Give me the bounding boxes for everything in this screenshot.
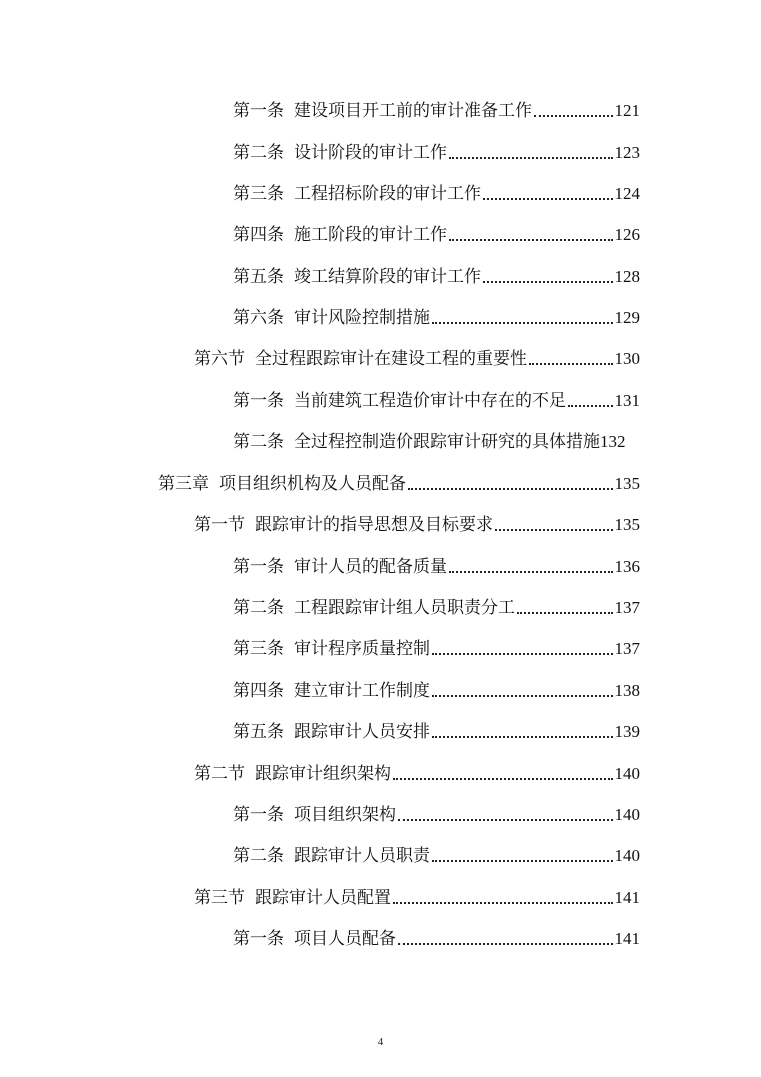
toc-entry-page: 124: [614, 184, 640, 203]
toc-entry-title: 项目人员配备: [294, 929, 396, 949]
toc-entry-page: 139: [614, 722, 640, 741]
toc-entry-page: 137: [614, 598, 640, 617]
toc-entry-page: 126: [614, 225, 640, 244]
toc-leader-dots: [398, 819, 613, 821]
toc-entry[interactable]: [233, 220, 640, 246]
toc-entry-page: 140: [614, 805, 640, 824]
toc-entry[interactable]: [194, 759, 640, 785]
toc-entry-page: 135: [614, 474, 640, 493]
toc-entry-page: 136: [614, 557, 640, 576]
toc-entry-title: 项目组织架构: [294, 805, 396, 825]
toc-entry-number: 第四条: [233, 225, 284, 245]
toc-entry-number: 第六条: [233, 308, 284, 328]
toc-entry-number: 第一节: [194, 515, 245, 535]
toc-entry-title: 跟踪审计组织架构: [255, 764, 391, 784]
toc-entry-number: 第五条: [233, 722, 284, 742]
toc-entry[interactable]: [233, 717, 640, 743]
toc-entry-page: 137: [614, 639, 640, 658]
toc-entry-number: 第一条: [233, 557, 284, 577]
toc-entry-title: 竣工结算阶段的审计工作: [294, 267, 481, 287]
toc-leader-dots: [449, 157, 613, 159]
toc-entry-number: 第五条: [233, 267, 284, 287]
toc-leader-dots: [517, 612, 613, 614]
toc-entry-number: 第三条: [233, 639, 284, 659]
toc-entry-title: 跟踪审计的指导思想及目标要求: [255, 515, 493, 535]
toc-entry[interactable]: [233, 800, 640, 826]
toc-entry-page: 132: [600, 432, 626, 451]
toc-entry-title: 跟踪审计人员安排: [294, 722, 430, 742]
toc-entry-title: 设计阶段的审计工作: [294, 143, 447, 163]
toc-entry[interactable]: [194, 510, 640, 536]
toc-entry-title: 审计风险控制措施: [294, 308, 430, 328]
toc-entry[interactable]: [233, 262, 640, 288]
toc-entry-title: 工程招标阶段的审计工作: [294, 184, 481, 204]
toc-entry-number: 第三条: [233, 184, 284, 204]
toc-entry-number: 第一条: [233, 391, 284, 411]
toc-entry-page: 129: [614, 308, 640, 327]
toc-entry-page: 141: [614, 929, 640, 948]
toc-entry-page: 140: [614, 764, 640, 783]
toc-leader-dots: [529, 363, 613, 365]
toc-entry[interactable]: [158, 469, 640, 495]
toc-entry-title: 施工阶段的审计工作: [294, 225, 447, 245]
toc-entry-page: 135: [614, 515, 640, 534]
toc-entry-title: 跟踪审计人员职责: [294, 846, 430, 866]
toc-entry-title: 全过程跟踪审计在建设工程的重要性: [255, 349, 527, 369]
toc-leader-dots: [534, 115, 613, 117]
toc-entry-page: 131: [614, 391, 640, 410]
toc-entry-number: 第二条: [233, 846, 284, 866]
toc-entry-number: 第一条: [233, 805, 284, 825]
toc-entry-title: 工程跟踪审计组人员职责分工: [294, 598, 515, 618]
toc-leader-dots: [483, 198, 613, 200]
toc-entry[interactable]: [233, 676, 640, 702]
toc-entry-page: 123: [614, 143, 640, 162]
toc-leader-dots: [483, 281, 613, 283]
toc-entry-number: 第一条: [233, 101, 284, 121]
toc-entry-page: 138: [614, 681, 640, 700]
toc-entry[interactable]: [233, 138, 640, 164]
toc-leader-dots: [432, 736, 613, 738]
toc-entry[interactable]: [233, 552, 640, 578]
toc-leader-dots: [432, 860, 613, 862]
toc-entry[interactable]: [233, 593, 640, 619]
toc-entry[interactable]: [194, 883, 640, 909]
toc-entry[interactable]: [233, 179, 640, 205]
toc-leader-dots: [398, 943, 613, 945]
toc-entry-title: 跟踪审计人员配置: [255, 888, 391, 908]
toc-entry[interactable]: [233, 841, 640, 867]
toc-entry[interactable]: [233, 634, 640, 660]
toc-entry[interactable]: [233, 427, 663, 453]
toc-entry-number: 第二条: [233, 598, 284, 618]
toc-entry-page: 140: [614, 846, 640, 865]
toc-leader-dots: [568, 405, 613, 407]
toc-entry-title: 建设项目开工前的审计准备工作: [294, 101, 532, 121]
toc-leader-dots: [432, 695, 613, 697]
toc-entry-number: 第三章: [158, 474, 209, 494]
toc-entry-title: 项目组织机构及人员配备: [219, 474, 406, 494]
toc-leader-dots: [495, 529, 613, 531]
toc-leader-dots: [449, 571, 613, 573]
toc-entry-number: 第四条: [233, 681, 284, 701]
toc-entry[interactable]: [194, 344, 640, 370]
toc-entry-number: 第二条: [233, 143, 284, 163]
toc-entry-title: 全过程控制造价跟踪审计研究的具体措施: [294, 432, 600, 452]
toc-entry-number: 第一条: [233, 929, 284, 949]
toc-entry-title: 审计人员的配备质量: [294, 557, 447, 577]
toc-leader-dots: [449, 239, 613, 241]
toc-entry-page: 141: [614, 888, 640, 907]
toc-entry[interactable]: [233, 303, 640, 329]
toc-entry[interactable]: [233, 924, 640, 950]
toc-entry[interactable]: [233, 96, 640, 122]
toc-entry-page: 121: [614, 101, 640, 120]
toc-entry-page: 128: [614, 267, 640, 286]
toc-leader-dots: [408, 488, 613, 490]
toc-entry-number: 第三节: [194, 888, 245, 908]
toc-entry[interactable]: [233, 386, 640, 412]
toc-leader-dots: [393, 902, 613, 904]
toc-entry-title: 当前建筑工程造价审计中存在的不足: [294, 391, 566, 411]
toc-entry-title: 建立审计工作制度: [294, 681, 430, 701]
page-number: 4: [377, 1036, 384, 1048]
toc-entry-number: 第二节: [194, 764, 245, 784]
toc-entry-title: 审计程序质量控制: [294, 639, 430, 659]
toc-entry-number: 第六节: [194, 349, 245, 369]
toc-entry-number: 第二条: [233, 432, 284, 452]
toc-leader-dots: [393, 778, 613, 780]
toc-leader-dots: [432, 322, 613, 324]
toc-entry-page: 130: [614, 349, 640, 368]
toc-leader-dots: [432, 653, 613, 655]
